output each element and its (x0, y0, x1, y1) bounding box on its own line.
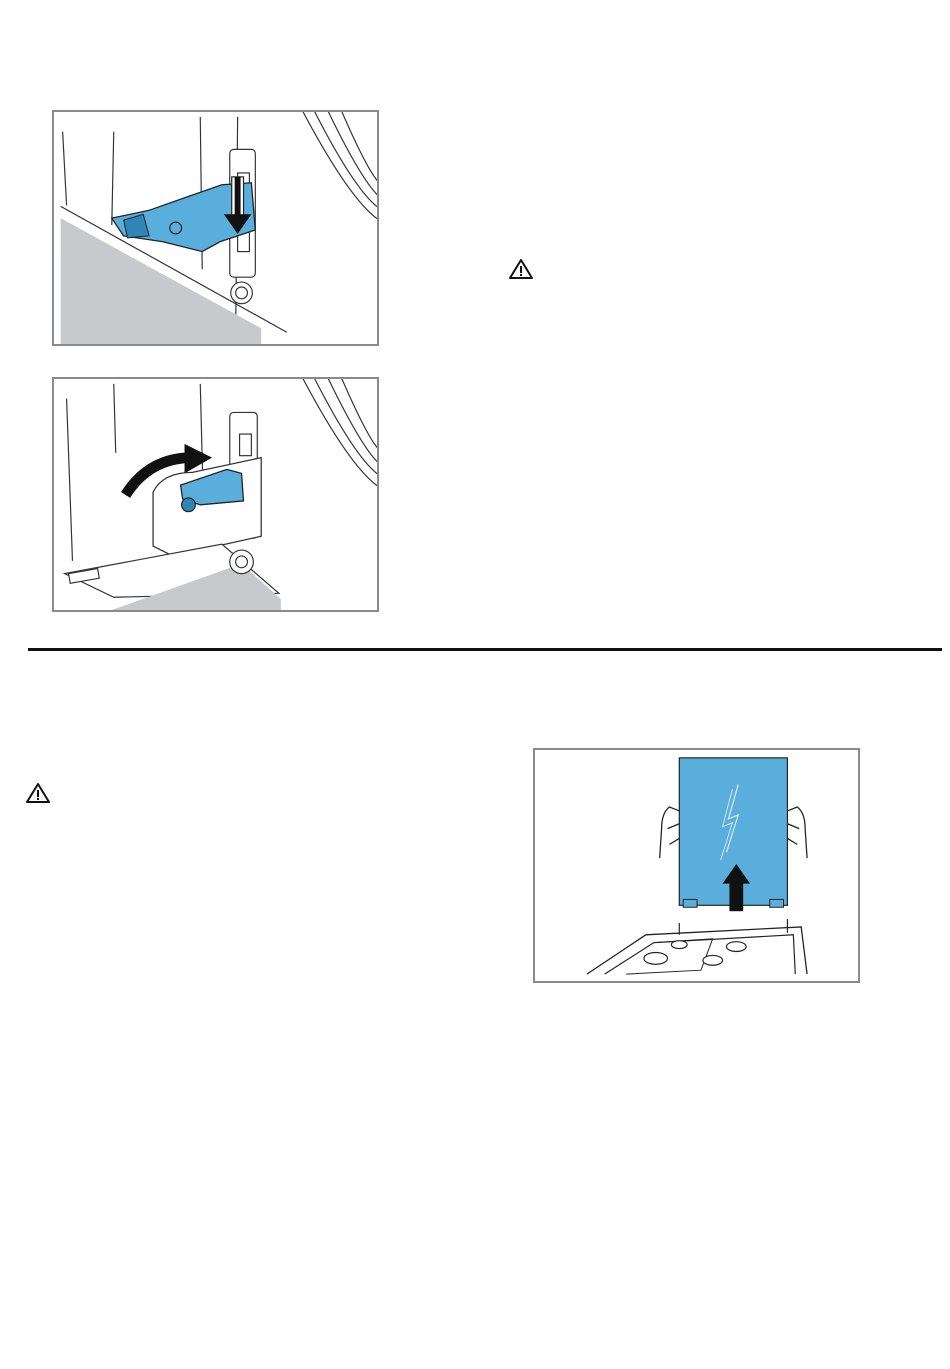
section-divider (28, 648, 942, 651)
hinge-rotate-icon (54, 379, 377, 610)
figure-glass-lid-lift (533, 748, 860, 983)
warning-triangle-icon (508, 258, 534, 280)
figure-hinge-rotate (52, 377, 379, 612)
warning-triangle-icon (25, 782, 51, 804)
hinge-lock-down-icon (54, 112, 377, 344)
figure-hinge-lock (52, 110, 379, 346)
glass-lid-lift-icon (535, 750, 858, 981)
